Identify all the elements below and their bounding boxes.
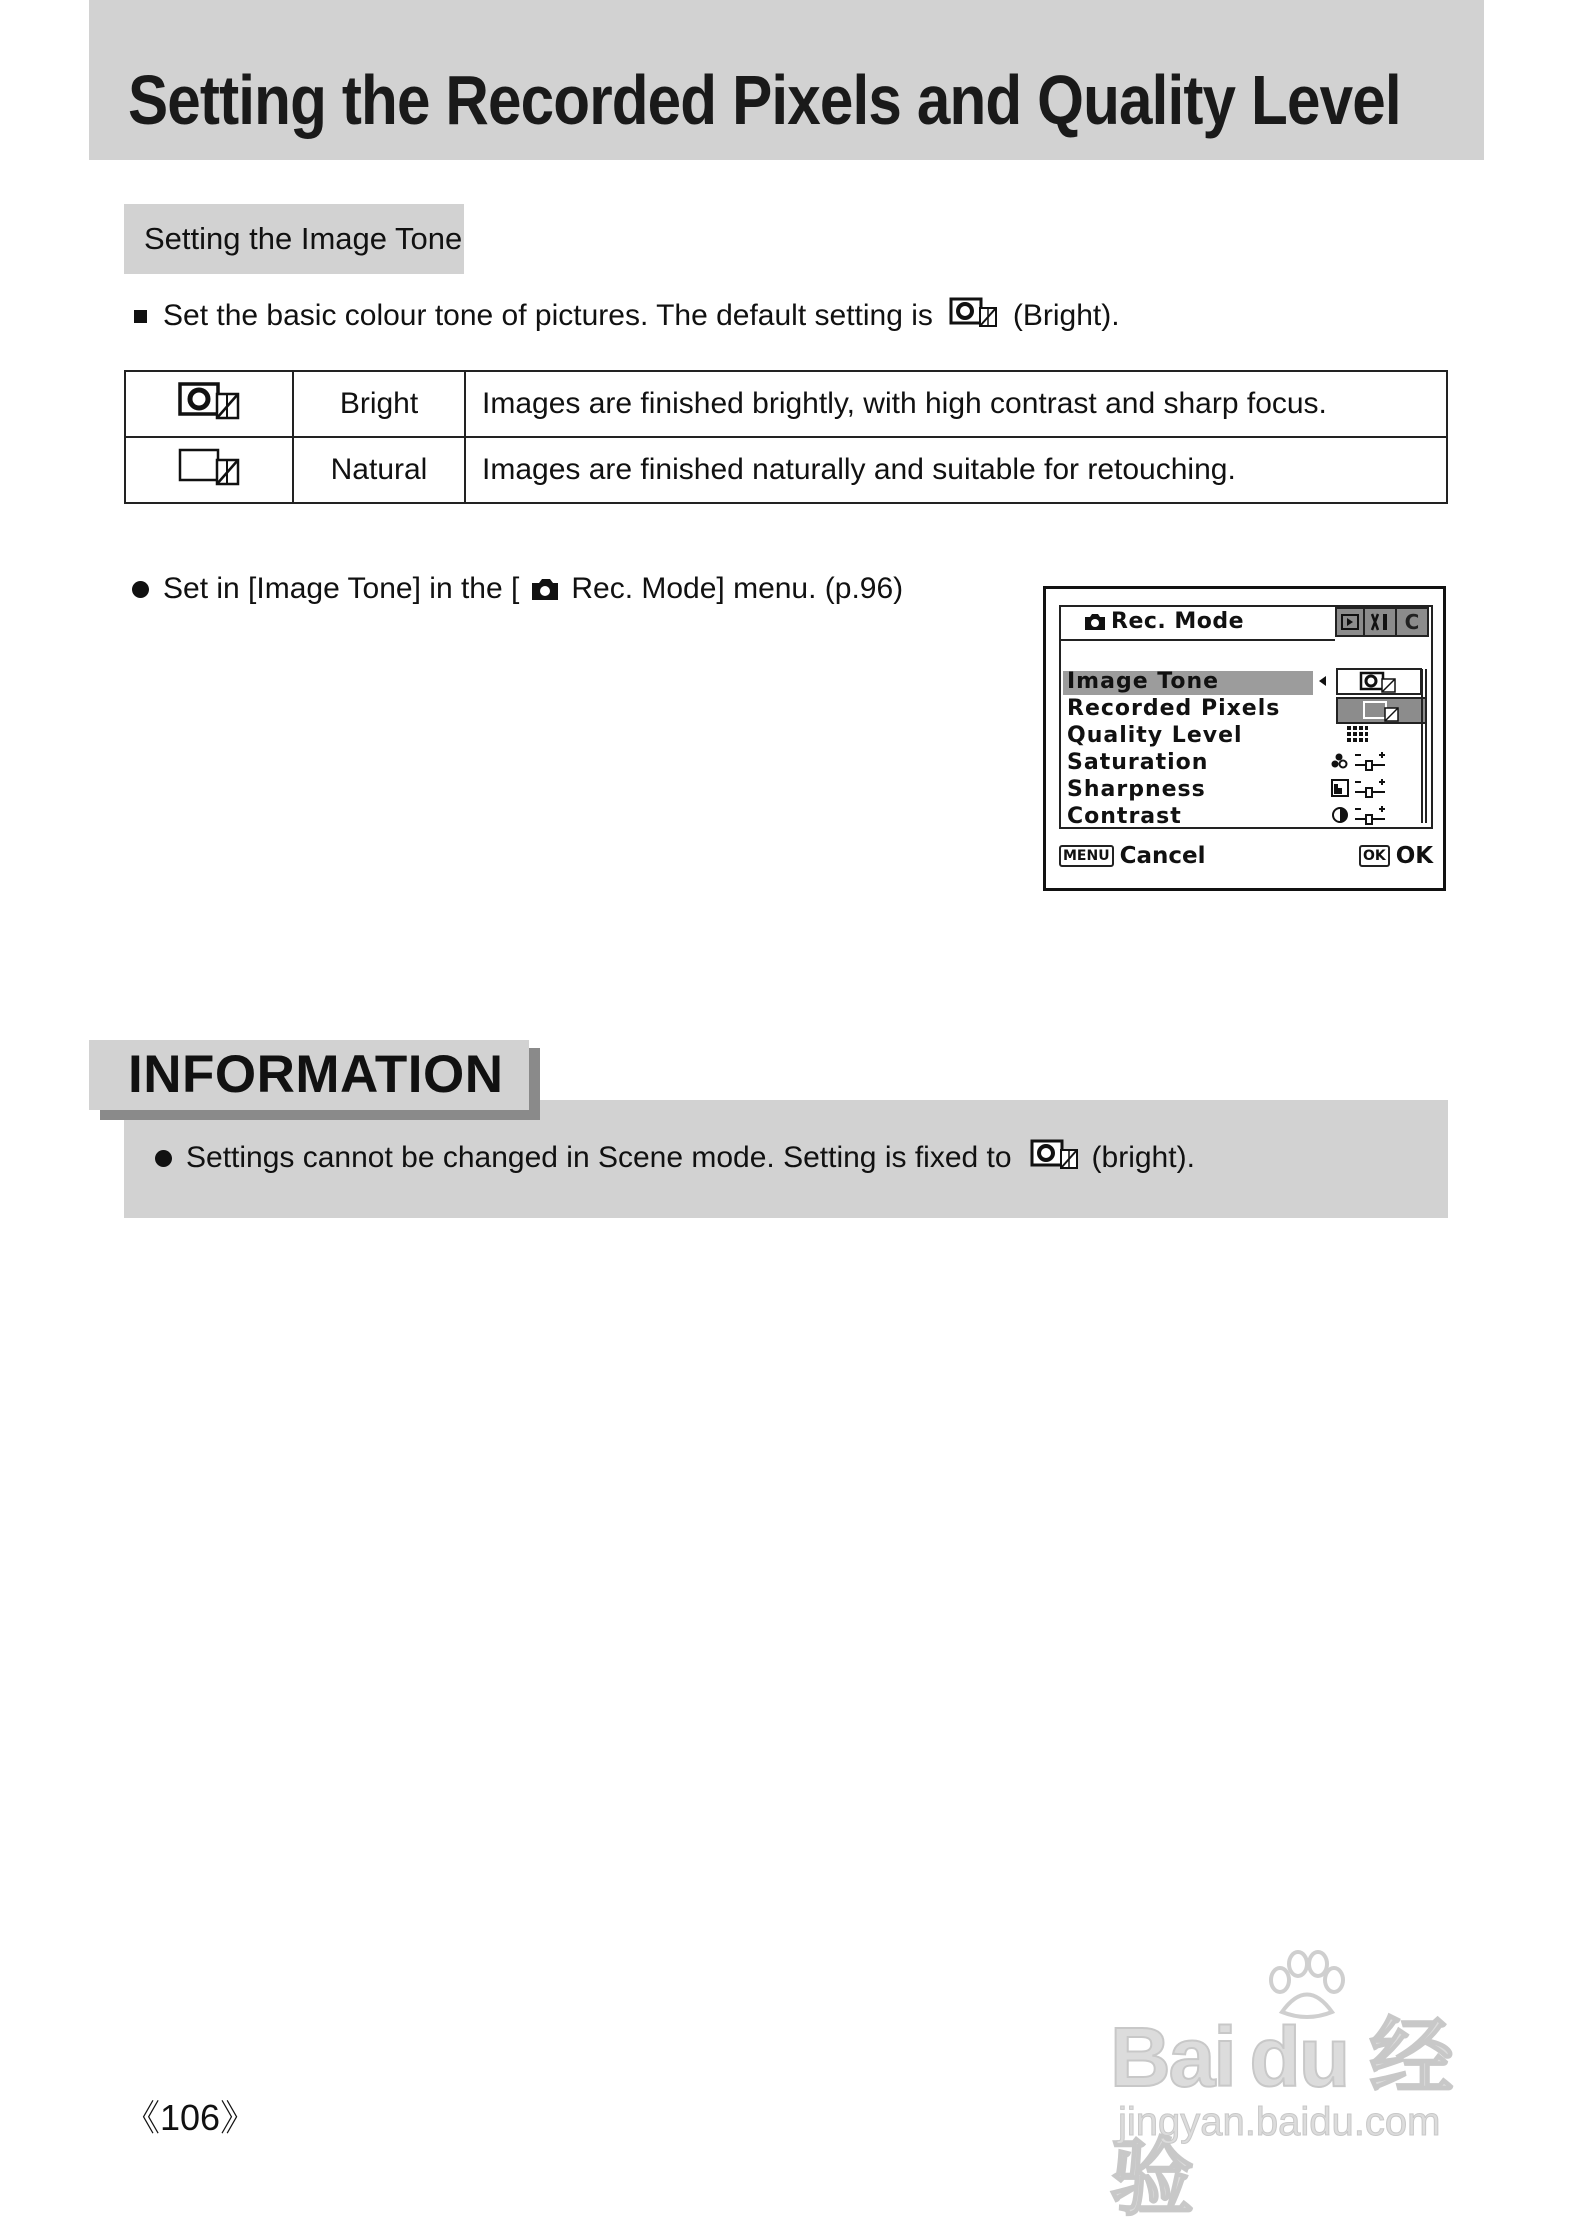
tone-options-popup [1336, 668, 1427, 724]
information-suffix: (bright). [1091, 1141, 1195, 1174]
natural-tone-icon [1362, 700, 1402, 722]
bright-tone-icon [1030, 1138, 1080, 1178]
menu-scrollbar[interactable] [1421, 669, 1427, 823]
tone-description: Images are finished naturally and suitable for retouching. [465, 437, 1447, 503]
page-number: 《106》 [124, 2097, 257, 2138]
bright-tone-icon [177, 380, 241, 428]
information-line [155, 1138, 1195, 1178]
menu-item-label: Quality Level [1067, 723, 1243, 748]
custom-tab-label: C [1404, 610, 1420, 634]
menu-title-text: Rec. Mode [1111, 609, 1245, 634]
sharpness-slider-icon [1331, 778, 1387, 806]
menu-panel [1059, 605, 1433, 829]
ok-button[interactable] [1359, 843, 1433, 869]
menu-item-contrast[interactable] [1067, 804, 1427, 832]
menu-item-label: Saturation [1067, 750, 1209, 775]
tone-table [124, 370, 1448, 504]
cancel-label: Cancel [1119, 843, 1206, 869]
tone-name: Natural [293, 437, 465, 503]
setup-tab-icon[interactable] [1363, 607, 1397, 637]
menu-item-saturation[interactable] [1067, 750, 1427, 778]
intro-text: Set the basic colour tone of pictures. The default setting is [163, 299, 933, 332]
page-title: Setting the Recorded Pixels and Quality Level [128, 61, 1401, 139]
menu-item-sharpness[interactable] [1067, 777, 1427, 805]
watermark-logo: Bai du 经验 [1110, 2010, 1452, 2225]
saturation-slider-icon [1331, 751, 1387, 779]
watermark [1110, 1950, 1480, 2225]
menu-item-label: Contrast [1067, 804, 1182, 829]
watermark-url: jingyan.baidu.com [1118, 2100, 1441, 2144]
ok-key-icon: OK [1359, 845, 1390, 867]
tone-name: Bright [293, 371, 465, 437]
cancel-button[interactable] [1059, 843, 1205, 869]
table-row [125, 371, 1447, 437]
menu-item-label: Image Tone [1067, 669, 1220, 694]
playback-tab-icon[interactable] [1335, 607, 1365, 637]
option-bright[interactable] [1336, 668, 1422, 695]
information-text: Settings cannot be changed in Scene mode. Setting is fixed to [186, 1141, 1012, 1174]
round-bullet-icon [132, 581, 149, 598]
left-arrow-icon [1317, 669, 1327, 694]
menu-item-label: Sharpness [1067, 777, 1206, 802]
instruction-line [132, 572, 903, 606]
menu-item-label: Recorded Pixels [1067, 696, 1281, 721]
table-row [125, 437, 1447, 503]
camera-icon [1083, 612, 1107, 632]
contrast-slider-icon [1331, 805, 1387, 833]
custom-tab[interactable] [1395, 607, 1429, 637]
information-heading: INFORMATION [128, 1045, 504, 1104]
section-label: Setting the Image Tone [124, 204, 464, 274]
tone-icon-cell [125, 437, 293, 503]
quality-grid-icon [1345, 724, 1369, 752]
tone-icon-cell [125, 371, 293, 437]
camera-icon [529, 576, 561, 602]
natural-tone-icon [177, 446, 241, 494]
instruction-before: Set in [Image Tone] in the [ [163, 572, 520, 605]
tab-divider [1061, 639, 1335, 641]
menu-key-icon: MENU [1059, 845, 1114, 867]
menu-title [1083, 609, 1244, 634]
camera-menu-screenshot [1043, 586, 1446, 891]
menu-item-quality-level[interactable] [1067, 723, 1427, 751]
menu-footer [1059, 841, 1435, 875]
intro-line [134, 296, 1120, 336]
square-bullet-icon [134, 310, 147, 323]
round-bullet-icon [155, 1150, 172, 1167]
instruction-after: Rec. Mode] menu. (p.96) [571, 572, 904, 605]
bright-tone-icon [1359, 671, 1399, 693]
ok-label: OK [1395, 843, 1434, 869]
bright-tone-icon [949, 296, 999, 336]
tone-description: Images are finished brightly, with high contrast and sharp focus. [465, 371, 1447, 437]
intro-suffix: (Bright). [1012, 299, 1120, 332]
option-natural[interactable] [1336, 697, 1427, 724]
